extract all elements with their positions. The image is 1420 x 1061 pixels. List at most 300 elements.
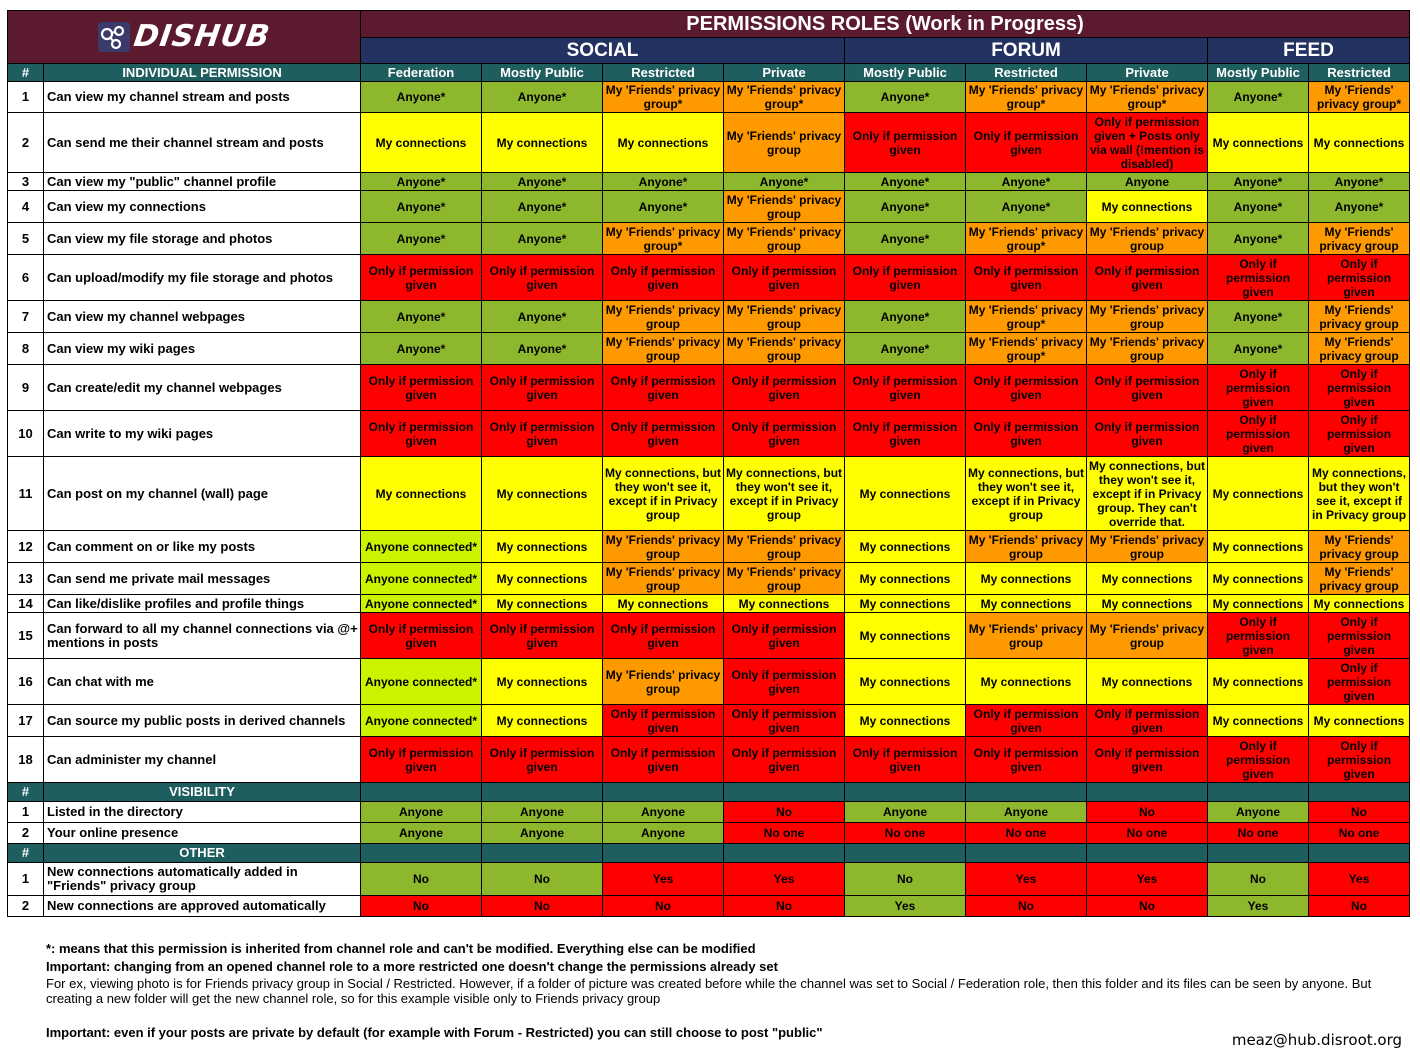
permission-cell: Anyone*	[361, 173, 482, 191]
permission-cell: Anyone*	[361, 301, 482, 333]
table-row	[8, 896, 1410, 917]
table-row	[8, 563, 1410, 595]
permission-cell: Anyone*	[845, 223, 966, 255]
permission-cell: Only if permission given	[603, 365, 724, 411]
permission-cell: No one	[724, 823, 845, 844]
permission-cell: No	[482, 896, 603, 917]
permission-cell: Only if permission given	[1309, 411, 1410, 457]
permission-cell: My 'Friends' privacy group	[603, 333, 724, 365]
permission-label: Can view my channel webpages	[44, 301, 361, 333]
table-row	[8, 301, 1410, 333]
permission-cell: My connections	[724, 595, 845, 613]
permission-cell: Only if permission given	[845, 737, 966, 783]
permission-label: Can send me their channel stream and posts	[44, 113, 361, 173]
permission-cell: My 'Friends' privacy group	[724, 113, 845, 173]
permission-cell: My connections	[603, 595, 724, 613]
permission-cell: No	[1087, 802, 1208, 823]
permission-cell: Anyone*	[482, 301, 603, 333]
permission-cell: My 'Friends' privacy group*	[1087, 82, 1208, 113]
permission-cell: My 'Friends' privacy group	[1309, 563, 1410, 595]
hubzilla-icon	[98, 22, 130, 52]
permission-cell: My connections	[482, 113, 603, 173]
table-row	[8, 82, 1410, 113]
permission-label: Can view my file storage and photos	[44, 223, 361, 255]
row-number: 4	[8, 191, 44, 223]
permission-cell: My connections	[482, 595, 603, 613]
permission-cell: Only if permission given	[1208, 365, 1309, 411]
permission-cell: Anyone	[1208, 802, 1309, 823]
permission-cell: Anyone connected*	[361, 595, 482, 613]
section-header	[8, 844, 1410, 863]
table-row	[8, 365, 1410, 411]
permission-header: INDIVIDUAL PERMISSION	[44, 64, 361, 82]
row-number: 1	[8, 802, 44, 823]
permission-cell: My connections	[482, 659, 603, 705]
permission-cell: No	[1309, 896, 1410, 917]
table-row	[8, 457, 1410, 531]
permission-cell: No one	[1208, 823, 1309, 844]
permission-cell: Only if permission given	[966, 411, 1087, 457]
permission-cell: Only if permission given	[361, 411, 482, 457]
table-row	[8, 191, 1410, 223]
permission-cell: My connections	[1309, 113, 1410, 173]
permission-cell: My 'Friends' privacy group*	[603, 223, 724, 255]
permission-cell: Anyone connected*	[361, 705, 482, 737]
permission-cell: No one	[1309, 823, 1410, 844]
section-spacer	[845, 844, 966, 863]
permission-cell: No	[1087, 896, 1208, 917]
section-spacer	[482, 783, 603, 802]
permission-cell: Only if permission given	[361, 365, 482, 411]
section-num-header: #	[8, 844, 44, 863]
permission-cell: Anyone*	[482, 333, 603, 365]
section-title: OTHER	[44, 844, 361, 863]
section-spacer	[1087, 844, 1208, 863]
permission-cell: My 'Friends' privacy group	[603, 531, 724, 563]
permission-cell: Anyone*	[724, 173, 845, 191]
row-number: 17	[8, 705, 44, 737]
table-row	[8, 705, 1410, 737]
table-row	[8, 802, 1410, 823]
permission-cell: My connections	[603, 113, 724, 173]
permission-cell: Anyone*	[361, 82, 482, 113]
table-row	[8, 737, 1410, 783]
permission-cell: Only if permission given	[482, 255, 603, 301]
permission-cell: No one	[845, 823, 966, 844]
row-number: 8	[8, 333, 44, 365]
row-number: 5	[8, 223, 44, 255]
permission-cell: My connections	[845, 563, 966, 595]
permission-cell: Only if permission given	[724, 737, 845, 783]
permission-cell: My 'Friends' privacy group	[1087, 613, 1208, 659]
permission-cell: Only if permission given	[1208, 613, 1309, 659]
logo-cell	[8, 11, 361, 64]
column-header: Restricted	[1309, 64, 1410, 82]
permission-cell: Only if permission given	[845, 365, 966, 411]
permission-cell: Only if permission given	[1309, 737, 1410, 783]
permission-cell: Only if permission given	[361, 737, 482, 783]
permission-cell: Only if permission given	[603, 737, 724, 783]
row-number: 2	[8, 896, 44, 917]
row-number: 13	[8, 563, 44, 595]
permission-cell: My connections	[966, 563, 1087, 595]
permission-cell: Only if permission given	[482, 365, 603, 411]
permission-cell: Only if permission given	[1087, 411, 1208, 457]
table-row	[8, 823, 1410, 844]
permission-cell: Anyone*	[1208, 191, 1309, 223]
row-number: 1	[8, 82, 44, 113]
permission-cell: Anyone*	[361, 191, 482, 223]
permission-label: Can upload/modify my file storage and photos	[44, 255, 361, 301]
permission-cell: Only if permission given	[966, 113, 1087, 173]
permission-cell: Only if permission given	[603, 255, 724, 301]
section-spacer	[1087, 783, 1208, 802]
section-spacer	[845, 783, 966, 802]
permission-cell: My connections	[845, 613, 966, 659]
permission-cell: Only if permission given	[1208, 737, 1309, 783]
permission-label: Can send me private mail messages	[44, 563, 361, 595]
permission-cell: My 'Friends' privacy group*	[966, 223, 1087, 255]
num-header: #	[8, 64, 44, 82]
permission-cell: My connections	[966, 595, 1087, 613]
permission-cell: My connections	[482, 531, 603, 563]
permission-cell: Only if permission given	[1309, 613, 1410, 659]
column-header: Mostly Public	[845, 64, 966, 82]
table-row	[8, 255, 1410, 301]
permission-cell: Only if permission given	[966, 365, 1087, 411]
permission-cell: My 'Friends' privacy group	[603, 659, 724, 705]
permission-cell: My 'Friends' privacy group	[1087, 333, 1208, 365]
section-spacer	[966, 783, 1087, 802]
section-spacer	[724, 844, 845, 863]
permission-cell: Anyone*	[482, 191, 603, 223]
permission-cell: Only if permission given	[603, 613, 724, 659]
permission-cell: Yes	[1087, 863, 1208, 896]
section-spacer	[1208, 783, 1309, 802]
permission-cell: Anyone*	[603, 173, 724, 191]
row-number: 7	[8, 301, 44, 333]
permission-label: Can forward to all my channel connections via @+ mentions in posts	[44, 613, 361, 659]
section-num-header: #	[8, 783, 44, 802]
permission-cell: Only if permission given	[1087, 255, 1208, 301]
column-header: Restricted	[603, 64, 724, 82]
row-number: 2	[8, 113, 44, 173]
row-number: 10	[8, 411, 44, 457]
permission-label: New connections are approved automatically	[44, 896, 361, 917]
permission-label: Your online presence	[44, 823, 361, 844]
section-spacer	[603, 783, 724, 802]
permission-cell: Anyone*	[482, 173, 603, 191]
permission-cell: My connections, but they won't see it, except if in Privacy group	[1309, 457, 1410, 531]
permission-cell: My connections	[1309, 705, 1410, 737]
permission-cell: My connections, but they won't see it, except if in Privacy group	[724, 457, 845, 531]
permission-cell: Anyone*	[845, 333, 966, 365]
permission-cell: Anyone*	[603, 191, 724, 223]
notes	[46, 940, 1391, 1042]
permission-cell: Only if permission given	[724, 365, 845, 411]
permission-cell: Anyone*	[482, 223, 603, 255]
permission-label: New connections automatically added in "Friends" privacy group	[44, 863, 361, 896]
permission-cell: Anyone connected*	[361, 563, 482, 595]
permission-label: Can source my public posts in derived channels	[44, 705, 361, 737]
section-spacer	[482, 844, 603, 863]
section-title: VISIBILITY	[44, 783, 361, 802]
permission-cell: No	[1208, 863, 1309, 896]
permission-cell: Only if permission given	[1309, 365, 1410, 411]
permission-cell: Anyone*	[845, 301, 966, 333]
permission-cell: Anyone*	[482, 82, 603, 113]
permission-cell: Anyone*	[1208, 173, 1309, 191]
permission-cell: No	[966, 896, 1087, 917]
group-header: FORUM	[845, 38, 1208, 64]
permission-cell: My connections	[845, 705, 966, 737]
permission-cell: No	[724, 802, 845, 823]
permission-cell: My connections	[1309, 595, 1410, 613]
permission-label: Can view my channel stream and posts	[44, 82, 361, 113]
permission-cell: My 'Friends' privacy group*	[1309, 82, 1410, 113]
permission-cell: My 'Friends' privacy group	[1309, 333, 1410, 365]
permission-cell: My connections	[1208, 457, 1309, 531]
permission-cell: Only if permission given	[603, 411, 724, 457]
permission-cell: Anyone	[361, 802, 482, 823]
permission-cell: My 'Friends' privacy group	[603, 301, 724, 333]
permission-cell: My 'Friends' privacy group	[1087, 301, 1208, 333]
permission-cell: Only if permission given	[361, 613, 482, 659]
permission-cell: My connections	[482, 457, 603, 531]
permission-cell: No	[1309, 802, 1410, 823]
permission-cell: My 'Friends' privacy group	[724, 531, 845, 563]
permission-cell: My connections	[1087, 191, 1208, 223]
section-spacer	[603, 844, 724, 863]
section-spacer	[1309, 783, 1410, 802]
permission-cell: Only if permission given	[845, 411, 966, 457]
row-number: 2	[8, 823, 44, 844]
permission-cell: Only if permission given	[361, 255, 482, 301]
permission-cell: My 'Friends' privacy group	[724, 333, 845, 365]
permission-cell: Only if permission given	[603, 705, 724, 737]
permission-cell: My connections	[1208, 595, 1309, 613]
permission-cell: Anyone*	[1208, 223, 1309, 255]
permission-cell: Anyone*	[845, 191, 966, 223]
permission-cell: My connections	[1208, 531, 1309, 563]
permission-cell: Anyone*	[1309, 191, 1410, 223]
permission-cell: Only if permission given	[845, 255, 966, 301]
dishub-logo	[8, 19, 360, 54]
permission-cell: Only if permission given	[724, 613, 845, 659]
permission-label: Can administer my channel	[44, 737, 361, 783]
permission-cell: Anyone*	[1208, 82, 1309, 113]
permission-cell: My connections	[361, 113, 482, 173]
permission-cell: Yes	[603, 863, 724, 896]
permission-cell: Only if permission given	[482, 613, 603, 659]
permission-cell: No	[482, 863, 603, 896]
permission-cell: Yes	[1309, 863, 1410, 896]
permission-cell: My connections	[482, 563, 603, 595]
permission-cell: Only if permission given + Posts only via wall (!mention is disabled)	[1087, 113, 1208, 173]
permission-cell: Anyone*	[1208, 333, 1309, 365]
permission-cell: My connections, but they won't see it, except if in Privacy group	[603, 457, 724, 531]
row-number: 11	[8, 457, 44, 531]
table-row	[8, 411, 1410, 457]
row-number: 12	[8, 531, 44, 563]
table-row	[8, 659, 1410, 705]
permission-cell: Only if permission given	[966, 255, 1087, 301]
section-spacer	[361, 844, 482, 863]
permission-cell: Only if permission given	[724, 705, 845, 737]
permission-cell: My 'Friends' privacy group	[1087, 531, 1208, 563]
note-important-1: Important: changing from an opened channel role to a more restricted one doesn't change the permissions already set	[46, 959, 778, 974]
column-header: Mostly Public	[482, 64, 603, 82]
permission-cell: Anyone	[361, 823, 482, 844]
row-number: 18	[8, 737, 44, 783]
permission-cell: No	[361, 863, 482, 896]
permission-cell: My connections, but they won't see it, except if in Privacy group	[966, 457, 1087, 531]
permission-cell: Only if permission given	[966, 737, 1087, 783]
permission-cell: Anyone*	[966, 173, 1087, 191]
permission-cell: My connections	[1208, 113, 1309, 173]
row-number: 6	[8, 255, 44, 301]
permission-cell: My connections	[966, 659, 1087, 705]
permission-cell: My 'Friends' privacy group*	[966, 301, 1087, 333]
column-header: Restricted	[966, 64, 1087, 82]
permission-cell: My 'Friends' privacy group	[966, 613, 1087, 659]
group-header: SOCIAL	[361, 38, 845, 64]
permission-cell: Only if permission given	[1309, 255, 1410, 301]
permission-cell: My connections	[845, 595, 966, 613]
permission-label: Can view my connections	[44, 191, 361, 223]
permission-cell: My connections	[845, 659, 966, 705]
permission-label: Can like/dislike profiles and profile things	[44, 595, 361, 613]
permission-cell: My 'Friends' privacy group	[603, 563, 724, 595]
permission-cell: My connections	[1087, 563, 1208, 595]
permission-cell: Only if permission given	[1208, 255, 1309, 301]
table-row	[8, 595, 1410, 613]
permission-cell: Only if permission given	[482, 411, 603, 457]
permission-cell: My 'Friends' privacy group*	[966, 333, 1087, 365]
section-spacer	[361, 783, 482, 802]
permission-cell: Anyone	[1087, 173, 1208, 191]
permission-cell: Only if permission given	[724, 659, 845, 705]
permission-cell: Anyone*	[966, 191, 1087, 223]
permission-cell: Only if permission given	[966, 705, 1087, 737]
permission-cell: My 'Friends' privacy group	[1309, 301, 1410, 333]
permission-cell: Only if permission given	[845, 113, 966, 173]
permission-cell: My connections, but they won't see it, except if in Privacy group. They can't override that.	[1087, 457, 1208, 531]
permission-label: Can create/edit my channel webpages	[44, 365, 361, 411]
permission-label: Listed in the directory	[44, 802, 361, 823]
column-header: Private	[1087, 64, 1208, 82]
column-header: Mostly Public	[1208, 64, 1309, 82]
permission-cell: Only if permission given	[1309, 659, 1410, 705]
note-asterisk: *: means that this permission is inherited from channel role and can't be modified. Everything else can be modified	[46, 941, 756, 956]
permission-cell: My connections	[1087, 595, 1208, 613]
group-header: FEED	[1208, 38, 1410, 64]
permission-cell: My 'Friends' privacy group	[724, 301, 845, 333]
permission-cell: No	[724, 896, 845, 917]
logo-text: DISHUB	[131, 19, 273, 54]
permission-cell: Anyone	[603, 802, 724, 823]
section-spacer	[966, 844, 1087, 863]
column-header: Federation	[361, 64, 482, 82]
permission-label: Can view my wiki pages	[44, 333, 361, 365]
permission-cell: My connections	[845, 531, 966, 563]
row-number: 3	[8, 173, 44, 191]
permission-cell: Anyone	[966, 802, 1087, 823]
permission-cell: My 'Friends' privacy group*	[603, 82, 724, 113]
table-row	[8, 863, 1410, 896]
permission-cell: Anyone*	[845, 82, 966, 113]
permission-cell: Anyone connected*	[361, 531, 482, 563]
permission-cell: Anyone*	[845, 173, 966, 191]
permission-cell: My 'Friends' privacy group	[1309, 531, 1410, 563]
row-number: 15	[8, 613, 44, 659]
permission-cell: My connections	[1208, 659, 1309, 705]
permission-cell: No one	[966, 823, 1087, 844]
permission-cell: Only if permission given	[1087, 365, 1208, 411]
permission-cell: Only if permission given	[482, 737, 603, 783]
permission-cell: Yes	[966, 863, 1087, 896]
permission-cell: My 'Friends' privacy group*	[966, 82, 1087, 113]
permission-cell: My connections	[1208, 563, 1309, 595]
permission-cell: Yes	[1208, 896, 1309, 917]
permission-cell: Anyone*	[361, 223, 482, 255]
row-number: 14	[8, 595, 44, 613]
permission-cell: Yes	[724, 863, 845, 896]
table-row	[8, 173, 1410, 191]
section-spacer	[724, 783, 845, 802]
permissions-table	[7, 10, 1410, 917]
permission-label: Can write to my wiki pages	[44, 411, 361, 457]
permission-cell: Only if permission given	[724, 411, 845, 457]
permission-label: Can post on my channel (wall) page	[44, 457, 361, 531]
permission-cell: Anyone	[603, 823, 724, 844]
permission-cell: No	[603, 896, 724, 917]
section-spacer	[1309, 844, 1410, 863]
permission-cell: No	[845, 863, 966, 896]
permission-cell: Only if permission given	[724, 255, 845, 301]
permission-cell: My 'Friends' privacy group*	[724, 82, 845, 113]
permission-label: Can chat with me	[44, 659, 361, 705]
permission-cell: My 'Friends' privacy group	[724, 191, 845, 223]
row-number: 9	[8, 365, 44, 411]
note-important-2: Important: even if your posts are private by default (for example with Forum - Restricted) you can still choose to post "public"	[46, 1025, 823, 1040]
permission-cell: Anyone	[845, 802, 966, 823]
permission-cell: Only if permission given	[1087, 705, 1208, 737]
permission-cell: Only if permission given	[1087, 737, 1208, 783]
row-number: 16	[8, 659, 44, 705]
permission-cell: Anyone*	[361, 333, 482, 365]
permission-cell: Anyone*	[1309, 173, 1410, 191]
permission-cell: Anyone*	[1208, 301, 1309, 333]
column-header: Private	[724, 64, 845, 82]
permission-cell: My 'Friends' privacy group	[1087, 223, 1208, 255]
page-title: PERMISSIONS ROLES (Work in Progress)	[361, 11, 1410, 38]
section-header	[8, 783, 1410, 802]
note-example: For ex, viewing photo is for Friends privacy group in Social / Restricted. However, if a folder of picture was created before while the channel was set to Social / Federation role, then this folder and its files can be seen by anyone. But creating a new folder will get the new channel role, so for this example visible only to Friends privacy group	[46, 976, 1372, 1006]
permission-label: Can comment on or like my posts	[44, 531, 361, 563]
permission-cell: My connections	[361, 457, 482, 531]
table-row	[8, 113, 1410, 173]
row-number: 1	[8, 863, 44, 896]
permission-cell: No one	[1087, 823, 1208, 844]
section-spacer	[1208, 844, 1309, 863]
permission-cell: Anyone connected*	[361, 659, 482, 705]
table-row	[8, 333, 1410, 365]
permission-cell: My connections	[845, 457, 966, 531]
permission-label: Can view my "public" channel profile	[44, 173, 361, 191]
permission-cell: My 'Friends' privacy group	[724, 223, 845, 255]
permission-cell: My 'Friends' privacy group	[1309, 223, 1410, 255]
